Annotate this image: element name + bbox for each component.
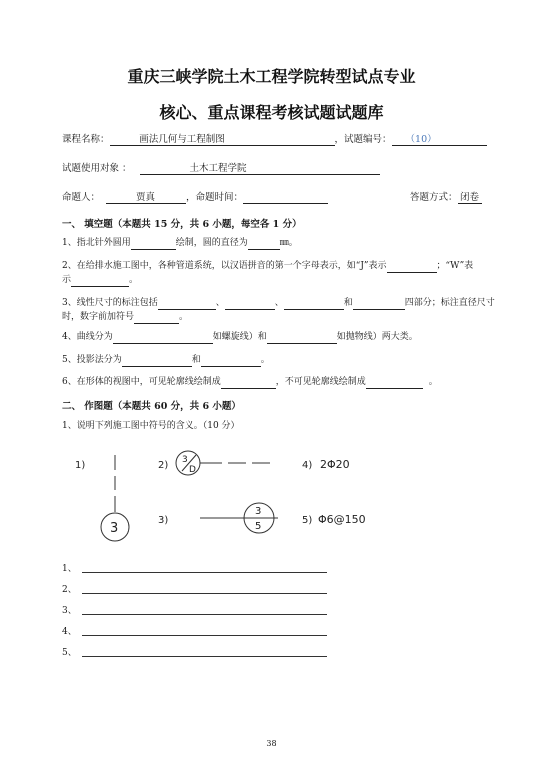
q1-text-a: 1、指北针外圆用 (62, 238, 131, 248)
figure-label-5: 5) (302, 515, 313, 526)
q4-text-a: 4、曲线分为 (62, 332, 113, 342)
q3-blank-5 (134, 312, 179, 324)
q3-text-d: 。 (179, 312, 189, 322)
q6-text-c: 。 (428, 377, 438, 387)
q2-text-b: ；“W”表 (436, 261, 474, 271)
q5-text-a: 5、投影法分为 (62, 355, 122, 365)
q6-text-a: 6、在形体的视图中，可见轮廓线绘制成 (62, 377, 221, 387)
question-1-4 (62, 330, 492, 344)
q1-blank-2 (248, 238, 280, 250)
course-name-text: 画法几何与工程制图 (139, 134, 225, 145)
q3-text-b: 四部分；标注直径尺寸 (404, 298, 495, 308)
q2-text-c: 示 (62, 275, 72, 285)
target-value (140, 163, 380, 175)
q4-text-b: 如螺旋线）和 (212, 332, 267, 342)
answer-line-4[interactable] (82, 635, 327, 636)
question-1-6 (62, 375, 492, 389)
section2-heading: 二、 作图题（本题共 60 分，共 6 小题） (62, 401, 241, 412)
setter-info-row (62, 192, 328, 204)
course-info-row (62, 134, 487, 146)
target-info-row (62, 163, 380, 175)
time-label: ，命题时间： (186, 192, 244, 203)
code-value (392, 134, 487, 146)
figure2-number-top: 3 (182, 455, 188, 465)
q3-sep-1: 、 (215, 298, 225, 308)
setter-label: 命题人： (62, 192, 101, 203)
q3-text-a: 3、线性尺寸的标注包括 (62, 298, 158, 308)
q3-blank-1 (158, 298, 216, 310)
q5-blank-2 (201, 355, 261, 367)
time-value (243, 192, 328, 204)
answer-label-5: 5、 (62, 648, 77, 658)
method-value: 闭卷 (458, 192, 482, 204)
q3-blank-3 (284, 298, 344, 310)
figure1-number: 3 (110, 521, 119, 536)
answer-label-1: 1、 (62, 564, 77, 574)
q6-text-b: ，不可见轮廓线绘制成 (275, 377, 366, 387)
section1-heading: 一、 填空题（本题共 15 分，共 6 小题，每空各 1 分） (62, 219, 302, 230)
figure3-number-bottom: 5 (255, 521, 262, 532)
q4-blank-1 (113, 332, 213, 344)
q3-text-c: 时，数字前加符号 (62, 312, 135, 322)
question-1-3 (62, 296, 495, 324)
q6-blank-2 (366, 377, 423, 389)
method-info (410, 192, 482, 204)
question-1-1 (62, 236, 492, 250)
q1-text-c: ㎜。 (279, 238, 298, 248)
q5-text-c: 。 (260, 355, 270, 365)
figure2-letter-bottom: D (189, 465, 196, 475)
symbols-figure (0, 440, 543, 550)
answer-line-1[interactable] (82, 572, 327, 573)
target-value-text: 土木工程学院 (189, 163, 247, 174)
answer-line-2[interactable] (82, 593, 327, 594)
q1-blank-1 (131, 238, 176, 250)
page-title-line1: 重庆三峡学院土木工程学院转型试点专业 (127, 67, 416, 86)
figure2-circle (176, 451, 200, 475)
page-title-line2: 核心、重点课程考核试题试题库 (159, 103, 384, 122)
figure3-number-top: 3 (255, 506, 262, 517)
figure-label-3: 3) (158, 515, 169, 526)
q6-blank-1 (221, 377, 276, 389)
q2-text-a: 2、在给排水施工图中，各种管道系统，以汉语拼音的第一个字母表示，如“J”表示 (62, 261, 387, 271)
q4-text-c: 如抛物线）两大类。 (336, 332, 418, 342)
figure-label-2: 2) (158, 460, 169, 471)
course-value (110, 134, 335, 146)
figure4-text: 2Φ20 (320, 458, 350, 471)
answer-label-4: 4、 (62, 627, 77, 637)
question-1-5 (62, 353, 492, 367)
setter-value-text: 贾真 (136, 192, 156, 203)
answer-line-3[interactable] (82, 614, 327, 615)
figure-label-4: 4) (302, 460, 313, 471)
question-2-1: 1、说明下列施工图中符号的含义。（10 分） (62, 421, 240, 431)
q3-blank-2 (225, 298, 275, 310)
figure-label-1: 1) (75, 460, 86, 471)
code-value-text: （10） (405, 134, 437, 145)
code-label: ，试题编号： (334, 134, 392, 145)
page-number: 38 (266, 739, 277, 748)
answer-label-2: 2、 (62, 585, 77, 595)
setter-value (106, 192, 186, 204)
q2-blank-1 (387, 261, 437, 273)
answer-label-3: 3、 (62, 606, 77, 616)
figure5-text: Φ6@150 (318, 513, 366, 526)
q3-blank-4 (353, 298, 405, 310)
method-label: 答题方式： (410, 192, 458, 203)
q5-blank-1 (122, 355, 192, 367)
q3-sep-2: 、 (274, 298, 284, 308)
q1-text-b: 绘制，圆的直径为 (175, 238, 248, 248)
q3-and: 和 (343, 298, 353, 308)
q4-blank-2 (267, 332, 337, 344)
q2-text-d: 。 (129, 275, 139, 285)
target-label: 试题使用对象 ： (62, 163, 132, 174)
q2-blank-2 (71, 275, 129, 287)
course-label: 课程名称： (62, 134, 110, 145)
q5-text-b: 和 (191, 355, 201, 365)
question-1-2 (62, 259, 492, 287)
answer-line-5[interactable] (82, 656, 327, 657)
